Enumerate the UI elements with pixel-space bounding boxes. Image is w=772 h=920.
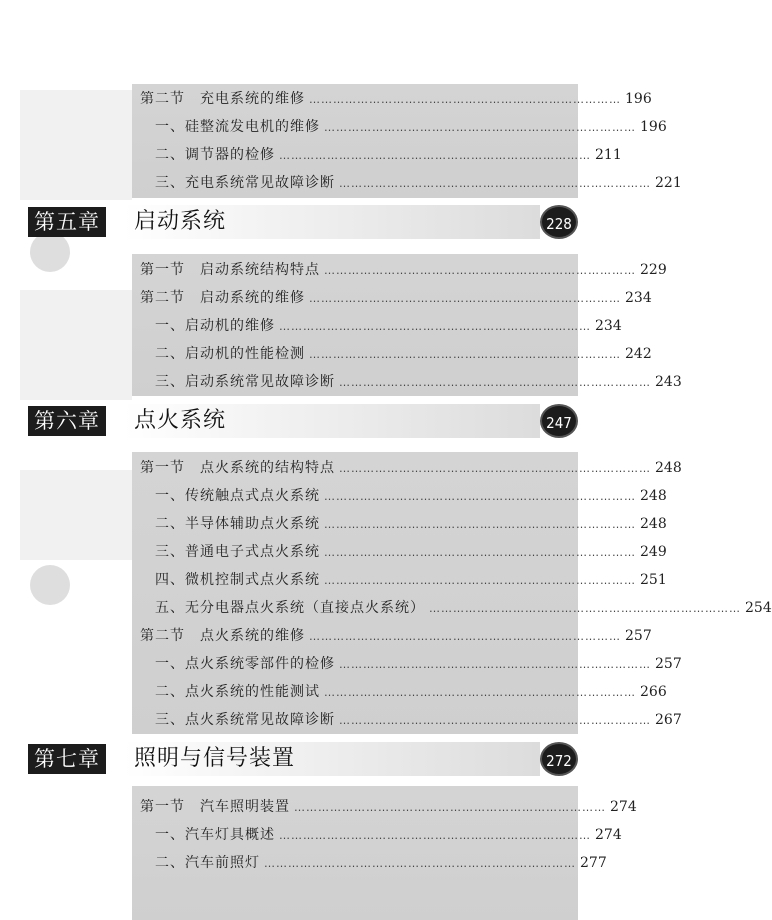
toc-entry[interactable] — [140, 597, 772, 618]
entry-page: 248 — [640, 516, 667, 532]
toc-entry[interactable] — [140, 172, 682, 193]
leader-dots: …………………………………………………………………… — [324, 264, 636, 277]
chapter-title: 照明与信号装置 — [134, 746, 296, 771]
entry-title: 一、硅整流发电机的维修 — [140, 119, 320, 135]
chapter-label: 第六章 — [28, 406, 106, 436]
toc-entry[interactable] — [140, 852, 607, 873]
chapter-page-badge: 247 — [540, 404, 578, 438]
leader-dots: …………………………………………………………………… — [279, 320, 591, 333]
leader-dots: …………………………………………………………………… — [279, 149, 591, 162]
toc-entry[interactable] — [140, 513, 667, 534]
chapter-page-badge: 228 — [540, 205, 578, 239]
chapter-heading-5[interactable] — [28, 205, 580, 239]
entry-page: 274 — [595, 827, 622, 843]
chapter-title: 启动系统 — [134, 209, 227, 234]
chapter-label: 第七章 — [28, 744, 106, 774]
toc-entry[interactable] — [140, 709, 682, 730]
entry-title: 四、微机控制式点火系统 — [140, 572, 320, 588]
leader-dots: …………………………………………………………………… — [264, 857, 576, 870]
entry-title: 一、传统触点式点火系统 — [140, 488, 320, 504]
leader-dots: …………………………………………………………………… — [324, 686, 636, 699]
entry-title: 二、点火系统的性能测试 — [140, 684, 320, 700]
toc-entry[interactable] — [140, 116, 667, 137]
entry-title: 第一节 汽车照明装置 — [140, 799, 290, 815]
entry-page: 274 — [610, 799, 637, 815]
leader-dots: …………………………………………………………………… — [324, 490, 636, 503]
leader-dots: …………………………………………………………………… — [339, 376, 651, 389]
toc-entry[interactable] — [140, 485, 667, 506]
leader-dots: …………………………………………………………………… — [324, 574, 636, 587]
entry-page: 257 — [625, 628, 652, 644]
toc-entry[interactable] — [140, 541, 667, 562]
chapter-heading-6[interactable] — [28, 404, 580, 438]
leader-dots: …………………………………………………………………… — [279, 829, 591, 842]
toc-entry[interactable] — [140, 653, 682, 674]
toc-entry[interactable] — [140, 144, 622, 165]
leader-dots: …………………………………………………………………… — [339, 658, 651, 671]
leader-dots: …………………………………………………………………… — [309, 93, 621, 106]
toc-entry[interactable] — [140, 457, 682, 478]
entry-page: 243 — [655, 374, 682, 390]
toc-entry[interactable] — [140, 681, 667, 702]
chapter-heading-7[interactable] — [28, 742, 580, 776]
entry-page: 251 — [640, 572, 667, 588]
chapter-title: 点火系统 — [134, 408, 227, 433]
entry-title: 二、启动机的性能检测 — [140, 346, 305, 362]
bleed-through-circle — [30, 565, 70, 605]
entry-title: 二、汽车前照灯 — [140, 855, 260, 871]
entry-page: 221 — [655, 175, 682, 191]
entry-page: 257 — [655, 656, 682, 672]
entry-page: 267 — [655, 712, 682, 728]
toc-entry[interactable] — [140, 796, 637, 817]
entry-title: 二、调节器的检修 — [140, 147, 275, 163]
entry-title: 一、启动机的维修 — [140, 318, 275, 334]
chapter-page-badge: 272 — [540, 742, 578, 776]
leader-dots: …………………………………………………………………… — [324, 121, 636, 134]
leader-dots: …………………………………………………………………… — [309, 348, 621, 361]
entry-page: 248 — [655, 460, 682, 476]
entry-page: 254 — [745, 600, 772, 616]
toc-entry[interactable] — [140, 824, 622, 845]
leader-dots: …………………………………………………………………… — [339, 462, 651, 475]
leader-dots: …………………………………………………………………… — [309, 630, 621, 643]
entry-title: 第二节 点火系统的维修 — [140, 628, 305, 644]
leader-dots: …………………………………………………………………… — [324, 546, 636, 559]
toc-entry[interactable] — [140, 371, 682, 392]
bleed-through-shading — [20, 470, 132, 560]
entry-title: 三、启动系统常见故障诊断 — [140, 374, 335, 390]
entry-page: 242 — [625, 346, 652, 362]
toc-entry[interactable] — [140, 315, 622, 336]
entry-page: 248 — [640, 488, 667, 504]
leader-dots: …………………………………………………………………… — [339, 177, 651, 190]
entry-page: 229 — [640, 262, 667, 278]
entry-title: 五、无分电器点火系统（直接点火系统） — [140, 600, 425, 616]
entry-title: 三、点火系统常见故障诊断 — [140, 712, 335, 728]
entry-page: 196 — [640, 119, 667, 135]
entry-title: 三、充电系统常见故障诊断 — [140, 175, 335, 191]
toc-entry[interactable] — [140, 287, 652, 308]
chapter-label: 第五章 — [28, 207, 106, 237]
entry-page: 249 — [640, 544, 667, 560]
toc-entry[interactable] — [140, 569, 667, 590]
toc-entry[interactable] — [140, 88, 652, 109]
bleed-through-shading — [20, 90, 132, 200]
entry-title: 一、汽车灯具概述 — [140, 827, 275, 843]
entry-title: 第二节 启动系统的维修 — [140, 290, 305, 306]
leader-dots: …………………………………………………………………… — [294, 801, 606, 814]
entry-title: 第二节 充电系统的维修 — [140, 91, 305, 107]
entry-page: 196 — [625, 91, 652, 107]
entry-title: 第一节 启动系统结构特点 — [140, 262, 320, 278]
toc-entry[interactable] — [140, 625, 652, 646]
entry-page: 234 — [595, 318, 622, 334]
leader-dots: …………………………………………………………………… — [429, 602, 741, 615]
entry-title: 第一节 点火系统的结构特点 — [140, 460, 335, 476]
entry-page: 234 — [625, 290, 652, 306]
entry-page: 277 — [580, 855, 607, 871]
entry-page: 266 — [640, 684, 667, 700]
entry-page: 211 — [595, 147, 622, 163]
entry-title: 一、点火系统零部件的检修 — [140, 656, 335, 672]
toc-entry[interactable] — [140, 343, 652, 364]
toc-entry[interactable] — [140, 259, 667, 280]
bleed-through-shading — [20, 290, 132, 400]
leader-dots: …………………………………………………………………… — [324, 518, 636, 531]
entry-title: 三、普通电子式点火系统 — [140, 544, 320, 560]
leader-dots: …………………………………………………………………… — [339, 714, 651, 727]
entry-title: 二、半导体辅助点火系统 — [140, 516, 320, 532]
leader-dots: …………………………………………………………………… — [309, 292, 621, 305]
